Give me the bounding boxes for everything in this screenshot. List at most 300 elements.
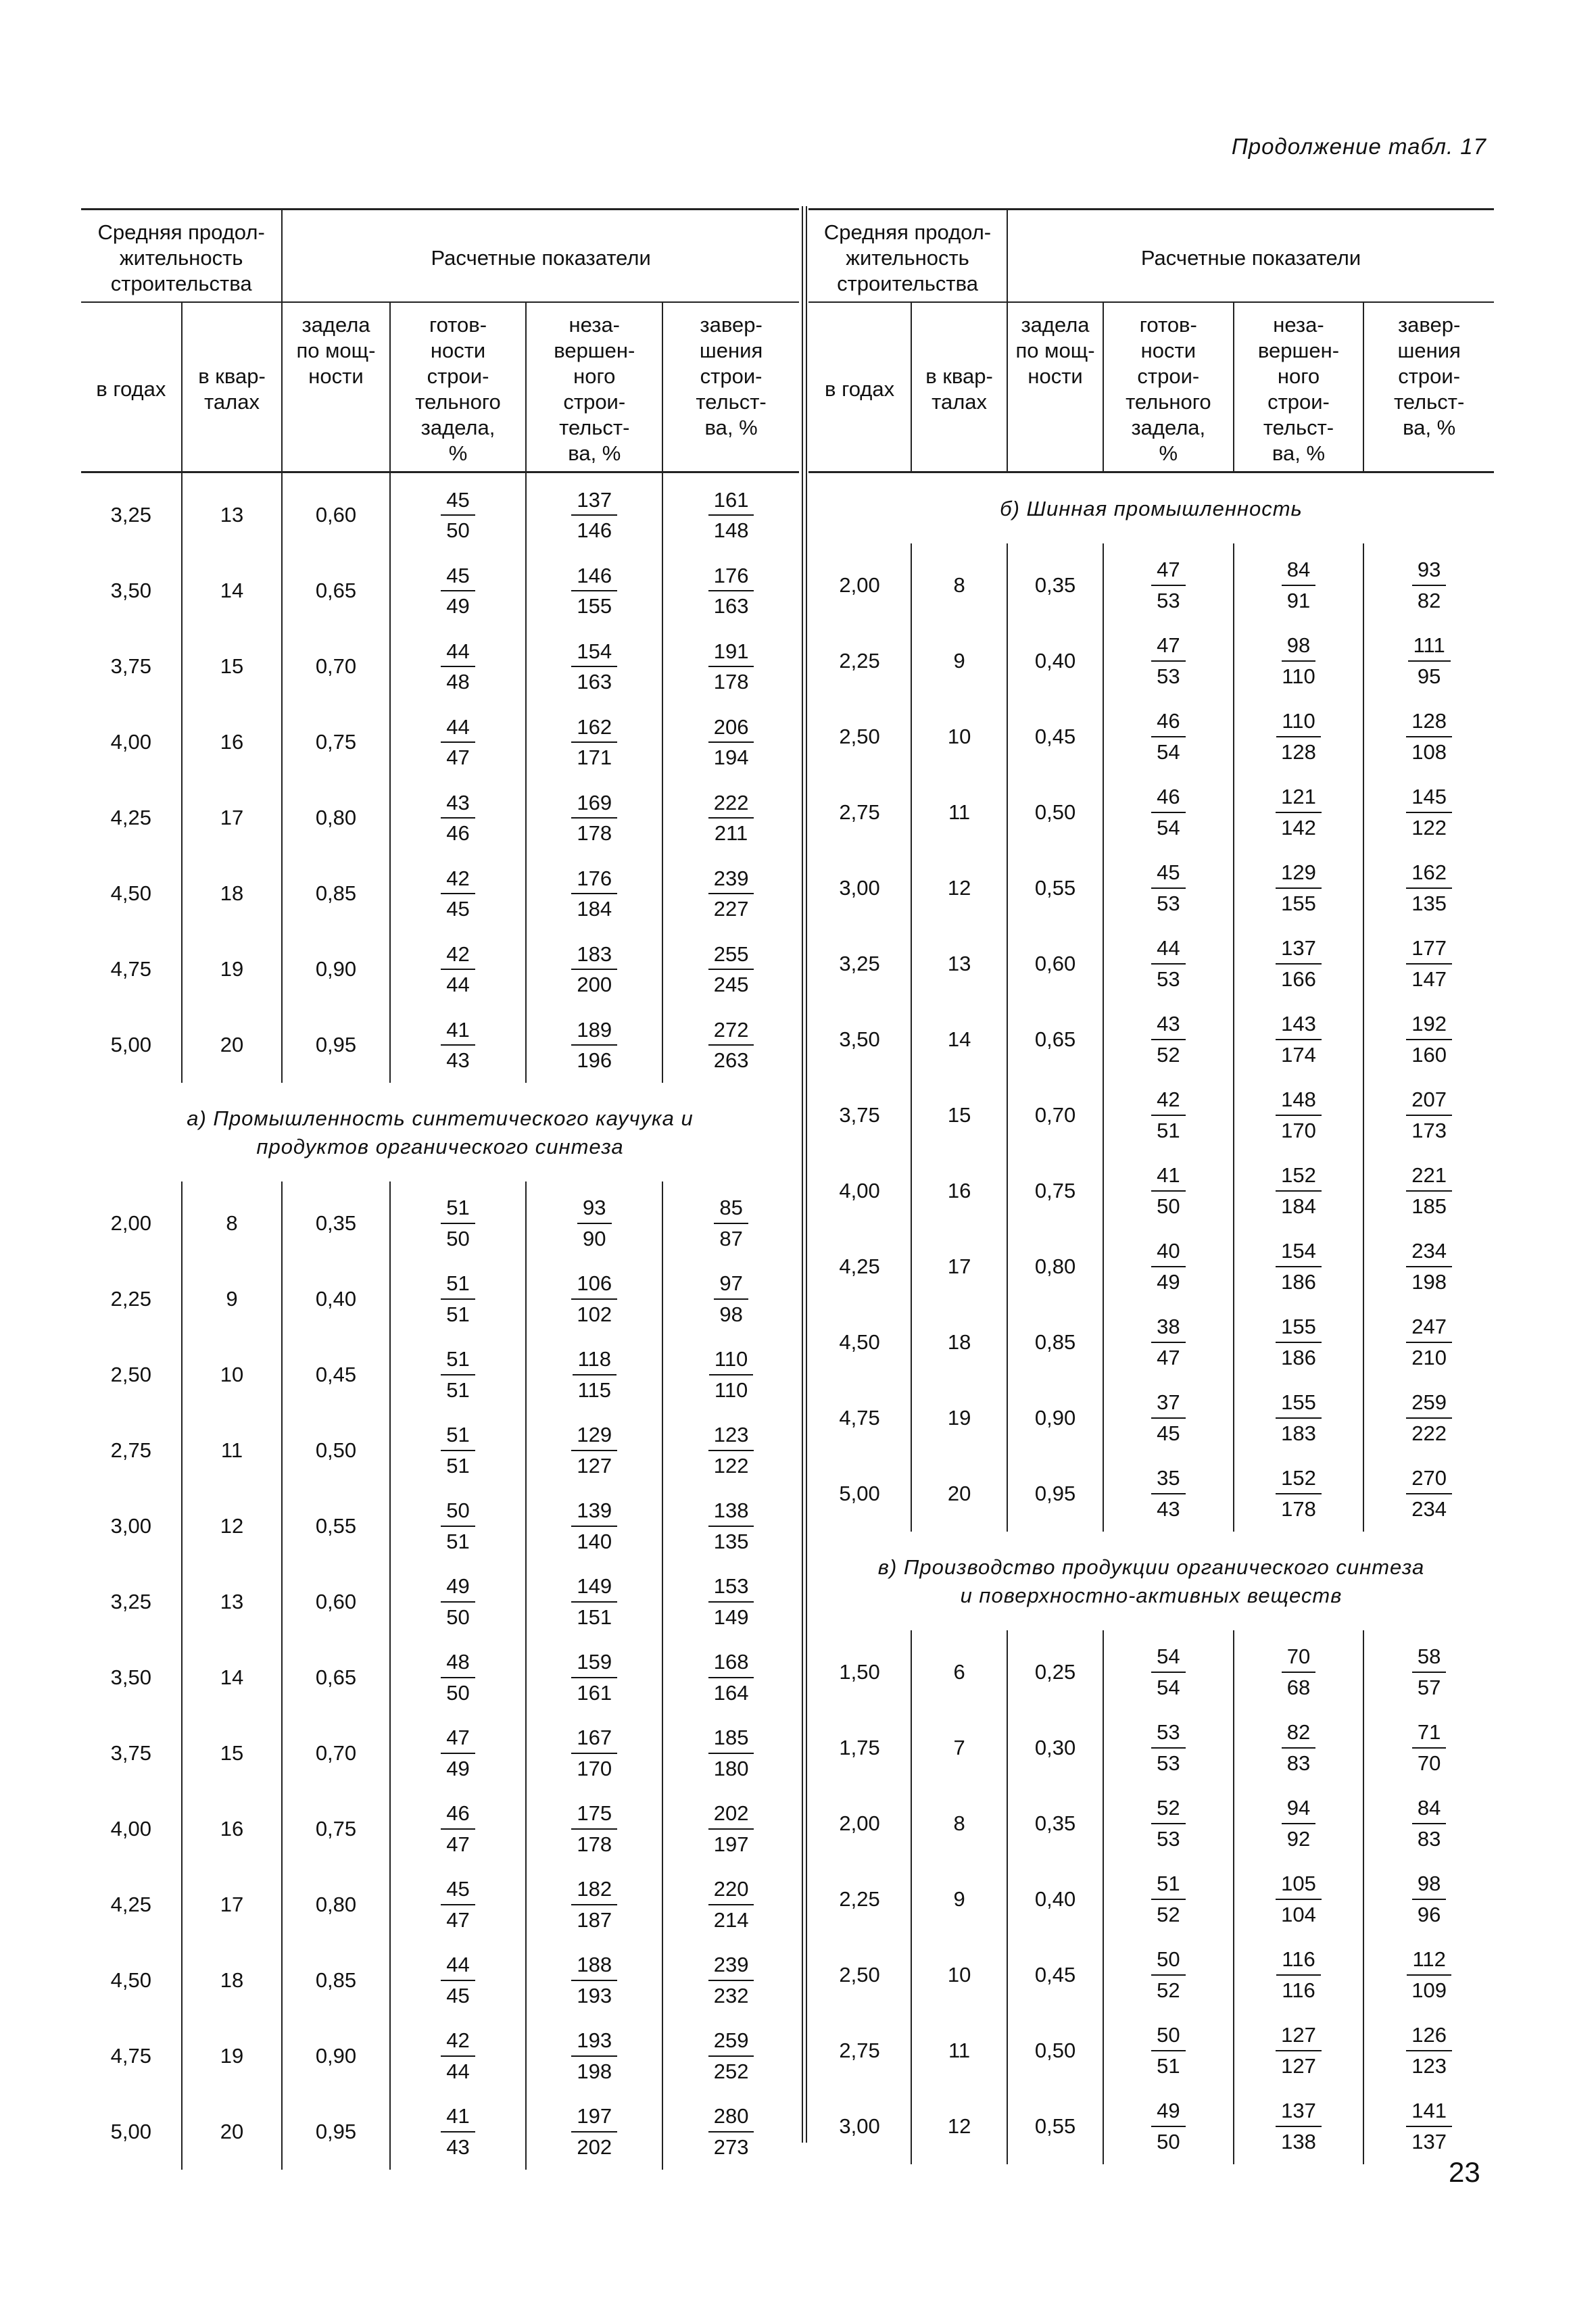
cell-completion: [662, 553, 799, 629]
cell-completion: [1363, 1937, 1494, 2013]
fraction-denominator: 123: [1411, 2053, 1447, 2078]
fraction-numerator: 84: [1412, 1795, 1446, 1824]
fraction: [714, 1271, 748, 1327]
cell-unfinished: [526, 2094, 662, 2170]
fraction: [1412, 557, 1446, 614]
table-row: [808, 1380, 1494, 1456]
fraction: [1151, 1720, 1185, 1776]
section-v-body: [808, 1630, 1494, 2164]
fraction-denominator: 50: [446, 518, 470, 543]
fraction-numerator: 239: [708, 1952, 754, 1981]
fraction: [708, 942, 754, 998]
cell-years: 5,00: [110, 1033, 151, 1057]
fraction-numerator: 51: [441, 1271, 475, 1300]
cell-readiness: [390, 1261, 527, 1337]
table-row: [808, 699, 1494, 775]
cell-backlog: 0,75: [282, 704, 389, 780]
fraction-numerator: 98: [1412, 1871, 1446, 1900]
cell-unfinished: [526, 1564, 662, 1640]
fraction-numerator: 50: [1151, 1947, 1185, 1976]
cell-unfinished: [1234, 926, 1364, 1002]
cell-readiness: [390, 931, 527, 1007]
cell-backlog: 0,45: [1007, 699, 1103, 775]
fraction: [441, 1725, 475, 1782]
table-row: [808, 1937, 1494, 2013]
fraction: [441, 1346, 475, 1403]
table-row: [81, 1181, 799, 1261]
cell-years: 4,50: [110, 881, 151, 906]
table-row: [81, 704, 799, 780]
cell-completion: [1363, 699, 1494, 775]
fraction: [708, 1498, 754, 1555]
section-title: б) Шинная промышленность: [1000, 497, 1303, 521]
fraction-numerator: 202: [708, 1801, 754, 1830]
cell-backlog: 0,45: [1007, 1937, 1103, 2013]
fraction-denominator: 50: [1157, 2129, 1180, 2153]
fraction-denominator: 54: [1157, 740, 1180, 764]
fraction-denominator: 142: [1281, 816, 1316, 840]
cell-readiness: [1103, 1861, 1234, 1937]
cell-completion: [1363, 623, 1494, 699]
header-avg-duration: Средняя продол- жительность строительства: [81, 210, 282, 303]
cell-readiness: [1103, 1786, 1234, 1861]
fraction-denominator: 49: [1157, 1270, 1180, 1294]
fraction-denominator: 164: [713, 1681, 749, 1705]
fraction-numerator: 143: [1276, 1011, 1322, 1040]
table-row: [81, 1715, 799, 1791]
fraction-denominator: 135: [1411, 892, 1447, 916]
cell-quarters: 17: [911, 1229, 1007, 1305]
cell-years: 3,75: [110, 654, 151, 679]
fraction-numerator: 41: [441, 2103, 475, 2133]
fraction-numerator: 49: [1151, 2098, 1185, 2127]
fraction: [441, 1017, 475, 1074]
cell-completion: [662, 931, 799, 1007]
fraction-numerator: 222: [708, 790, 754, 819]
fraction-denominator: 95: [1417, 664, 1441, 689]
fraction-numerator: 50: [441, 1498, 475, 1527]
fraction-denominator: 104: [1281, 1902, 1316, 1926]
fraction: [571, 1876, 617, 1933]
fraction-denominator: 161: [577, 1681, 612, 1705]
cell-quarters: 13: [182, 472, 283, 554]
cell-completion: [1363, 543, 1494, 623]
cell-unfinished: [526, 1413, 662, 1488]
fraction-numerator: 97: [714, 1271, 748, 1300]
fraction: [1151, 1238, 1185, 1295]
cell-completion: [1363, 1710, 1494, 1786]
table-row: [81, 1564, 799, 1640]
fraction-numerator: 137: [1276, 2098, 1322, 2127]
cell-readiness: [1103, 1630, 1234, 1710]
fraction-numerator: 280: [708, 2103, 754, 2133]
fraction: [708, 1876, 754, 1933]
fraction: [1276, 1390, 1322, 1446]
cell-quarters: 19: [911, 1380, 1007, 1456]
cell-backlog: 0,95: [282, 1007, 389, 1083]
fraction: [571, 2028, 617, 2085]
cell-quarters: 18: [911, 1305, 1007, 1380]
fraction-numerator: 247: [1406, 1314, 1452, 1343]
cell-unfinished: [1234, 1861, 1364, 1937]
fraction-numerator: 40: [1151, 1238, 1185, 1267]
fraction: [1151, 2098, 1185, 2155]
fraction: [1276, 2022, 1322, 2079]
cell-years: 2,00: [839, 1811, 880, 1835]
section-a: [81, 1083, 799, 1181]
fraction-numerator: 168: [708, 1649, 754, 1678]
fraction-denominator: 52: [1157, 1043, 1180, 1067]
header-in-years: в годах: [808, 302, 911, 472]
fraction-numerator: 161: [708, 487, 754, 516]
table-body: [81, 472, 799, 1083]
fraction-denominator: 163: [713, 594, 749, 618]
fraction-numerator: 98: [1282, 633, 1315, 662]
cell-years: 3,50: [839, 1027, 880, 1052]
cell-backlog: 0,70: [1007, 1077, 1103, 1153]
cell-years: 4,25: [839, 1254, 880, 1279]
cell-completion: [1363, 775, 1494, 850]
cell-unfinished: [526, 2018, 662, 2094]
cell-quarters: 17: [182, 780, 283, 856]
fraction-numerator: 259: [1406, 1390, 1452, 1419]
fraction-numerator: 54: [1151, 1644, 1185, 1673]
fraction: [1151, 1087, 1185, 1144]
table-row: [808, 926, 1494, 1002]
fraction-denominator: 54: [1157, 816, 1180, 840]
cell-quarters: 11: [911, 775, 1007, 850]
cell-readiness: [1103, 1153, 1234, 1229]
fraction-denominator: 149: [713, 1605, 749, 1629]
fraction-denominator: 48: [446, 670, 470, 694]
fraction-denominator: 53: [1157, 1826, 1180, 1851]
cell-quarters: 13: [911, 926, 1007, 1002]
fraction: [1151, 557, 1185, 614]
fraction: [441, 1498, 475, 1555]
fraction: [441, 1271, 475, 1327]
cell-completion: [1363, 1380, 1494, 1456]
fraction-denominator: 214: [713, 1908, 749, 1932]
fraction: [441, 1574, 475, 1630]
table-row: [81, 1640, 799, 1715]
cell-years: 4,00: [110, 1817, 151, 1841]
fraction-numerator: 146: [571, 563, 617, 592]
fraction-denominator: 138: [1281, 2129, 1316, 2153]
section-title: в) Производство продукции органического синтеза и поверхностно-активных веществ: [877, 1555, 1425, 1607]
fraction: [1406, 1238, 1452, 1295]
fraction-denominator: 50: [446, 1605, 470, 1629]
table-row: [81, 629, 799, 704]
cell-unfinished: [526, 1791, 662, 1867]
cell-readiness: [390, 780, 527, 856]
header-avg-duration: Средняя продол- жительность строительства: [808, 210, 1007, 303]
fraction-numerator: 206: [708, 714, 754, 744]
fraction: [1412, 1871, 1446, 1928]
fraction-numerator: 45: [441, 487, 475, 516]
fraction-numerator: 111: [1408, 633, 1451, 662]
cell-completion: [662, 1791, 799, 1867]
cell-readiness: [1103, 1937, 1234, 2013]
fraction: [1276, 1465, 1322, 1522]
cell-unfinished: [1234, 1229, 1364, 1305]
table-row: [808, 1456, 1494, 1532]
fraction: [1151, 784, 1185, 841]
fraction-numerator: 127: [1276, 2022, 1322, 2051]
cell-quarters: 17: [182, 1867, 283, 1943]
fraction: [441, 1876, 475, 1933]
cell-years: 3,00: [839, 876, 880, 900]
fraction-denominator: 148: [713, 518, 749, 543]
cell-completion: [662, 472, 799, 554]
cell-completion: [1363, 1153, 1494, 1229]
fraction-numerator: 153: [708, 1574, 754, 1603]
cell-completion: [1363, 1305, 1494, 1380]
fraction-denominator: 54: [1157, 1675, 1180, 1699]
header-backlog-capacity: задела по мощ- ности: [1007, 302, 1103, 472]
cell-quarters: 15: [911, 1077, 1007, 1153]
cell-completion: [1363, 1786, 1494, 1861]
cell-quarters: 7: [911, 1710, 1007, 1786]
cell-completion: [662, 704, 799, 780]
fraction-denominator: 186: [1281, 1270, 1316, 1294]
fraction: [1406, 1314, 1452, 1371]
cell-completion: [662, 1640, 799, 1715]
table-header: [81, 210, 799, 472]
cell-quarters: 12: [911, 850, 1007, 926]
fraction-numerator: 105: [1276, 1871, 1322, 1900]
cell-quarters: 10: [911, 699, 1007, 775]
header-calc-indicators: Расчетные показатели: [1007, 210, 1494, 303]
cell-quarters: 19: [182, 931, 283, 1007]
fraction: [1151, 1011, 1185, 1068]
cell-readiness: [1103, 775, 1234, 850]
fraction-numerator: 234: [1406, 1238, 1452, 1267]
cell-readiness: [390, 1867, 527, 1943]
cell-backlog: 0,90: [282, 2018, 389, 2094]
fraction-denominator: 87: [719, 1227, 743, 1250]
fraction-numerator: 141: [1406, 2098, 1452, 2127]
fraction-numerator: 51: [441, 1195, 475, 1224]
table-row: [808, 2013, 1494, 2089]
fraction-numerator: 58: [1412, 1644, 1446, 1673]
table-row: [81, 2094, 799, 2170]
table-row: [808, 1153, 1494, 1229]
fraction-denominator: 180: [713, 1757, 749, 1780]
cell-unfinished: [1234, 775, 1364, 850]
fraction-numerator: 70: [1282, 1644, 1315, 1673]
cell-backlog: 0,50: [1007, 775, 1103, 850]
fraction: [571, 866, 617, 923]
fraction: [708, 2103, 754, 2160]
cell-quarters: 20: [182, 1007, 283, 1083]
fraction: [708, 1017, 754, 1074]
cell-years: 1,50: [839, 1659, 880, 1684]
fraction-denominator: 178: [713, 670, 749, 694]
fraction-numerator: 50: [1151, 2022, 1185, 2051]
cell-years: 5,00: [839, 1482, 880, 1506]
fraction: [1406, 1011, 1452, 1068]
fraction-denominator: 102: [577, 1302, 612, 1326]
fraction-denominator: 53: [1157, 589, 1180, 613]
fraction: [1151, 1947, 1185, 2003]
fraction-denominator: 127: [1281, 2053, 1316, 2078]
cell-unfinished: [526, 1337, 662, 1413]
fraction-numerator: 51: [441, 1346, 475, 1375]
cell-unfinished: [1234, 1305, 1364, 1380]
header-readiness: готов- ности строи- тельного задела, %: [1103, 302, 1234, 472]
cell-readiness: [390, 1007, 527, 1083]
cell-unfinished: [1234, 2013, 1364, 2089]
fraction-denominator: 155: [577, 594, 612, 618]
cell-backlog: 0,80: [282, 780, 389, 856]
fraction: [708, 1801, 754, 1857]
cell-readiness: [1103, 699, 1234, 775]
fraction: [1406, 1163, 1452, 1219]
fraction-numerator: 129: [1276, 860, 1322, 889]
cell-backlog: 0,65: [282, 1640, 389, 1715]
fraction-denominator: 44: [446, 2060, 470, 2083]
fraction-numerator: 154: [1276, 1238, 1322, 1267]
cell-years: 3,75: [110, 1741, 151, 1765]
fraction-denominator: 200: [577, 973, 612, 997]
fraction-numerator: 45: [1151, 860, 1185, 889]
fraction-denominator: 178: [1281, 1497, 1316, 1521]
fraction-numerator: 43: [1151, 1011, 1185, 1040]
fraction: [709, 1346, 753, 1403]
fraction: [441, 1952, 475, 2009]
fraction-denominator: 53: [1157, 664, 1180, 689]
fraction: [1276, 1314, 1322, 1371]
fraction-denominator: 202: [577, 2135, 612, 2159]
fraction-denominator: 52: [1157, 1978, 1180, 2002]
fraction-denominator: 90: [583, 1227, 606, 1250]
table-row: [81, 472, 799, 554]
fraction-numerator: 41: [1151, 1163, 1185, 1192]
data-table-right: [808, 208, 1494, 2164]
fraction-denominator: 222: [1411, 1421, 1447, 1446]
fraction-numerator: 185: [708, 1725, 754, 1754]
fraction-denominator: 45: [446, 1984, 470, 2007]
fraction: [441, 1649, 475, 1706]
cell-backlog: 0,65: [1007, 1002, 1103, 1077]
fraction-denominator: 51: [446, 1302, 470, 1326]
fraction: [571, 639, 617, 696]
cell-years: 2,75: [110, 1438, 151, 1463]
fraction: [571, 714, 617, 771]
table-row: [81, 1261, 799, 1337]
cell-backlog: 0,90: [1007, 1380, 1103, 1456]
fraction-numerator: 155: [1276, 1314, 1322, 1343]
cell-readiness: [1103, 2089, 1234, 2164]
fraction-numerator: 149: [571, 1574, 617, 1603]
fraction: [1276, 1238, 1322, 1295]
cell-quarters: 10: [911, 1937, 1007, 2013]
section-v: [808, 1532, 1494, 1630]
table-row: [81, 780, 799, 856]
header-unfinished: неза- вершен- ного строи- тельст- ва, %: [1234, 302, 1364, 472]
table-row: [81, 856, 799, 931]
cell-completion: [662, 1564, 799, 1640]
cell-unfinished: [1234, 1710, 1364, 1786]
fraction-numerator: 189: [571, 1017, 617, 1046]
cell-years: 4,50: [110, 1968, 151, 1993]
cell-unfinished: [1234, 1002, 1364, 1077]
fraction-denominator: 184: [577, 897, 612, 921]
cell-completion: [1363, 2013, 1494, 2089]
cell-years: 2,25: [839, 649, 880, 673]
fraction-numerator: 123: [708, 1422, 754, 1451]
cell-readiness: [390, 2094, 527, 2170]
fraction-numerator: 138: [708, 1498, 754, 1527]
fraction-denominator: 252: [713, 2060, 749, 2083]
fraction: [708, 1422, 754, 1479]
fraction-numerator: 137: [571, 487, 617, 516]
cell-years: 2,00: [839, 573, 880, 598]
fraction-denominator: 43: [1157, 1497, 1180, 1521]
fraction-numerator: 148: [1276, 1087, 1322, 1116]
fraction-denominator: 263: [713, 1048, 749, 1073]
fraction-denominator: 198: [577, 2060, 612, 2083]
fraction-denominator: 82: [1417, 589, 1441, 613]
cell-completion: [662, 1261, 799, 1337]
cell-quarters: 11: [911, 2013, 1007, 2089]
fraction-numerator: 139: [571, 1498, 617, 1527]
fraction-denominator: 170: [1281, 1119, 1316, 1143]
fraction-denominator: 187: [577, 1908, 612, 1932]
fraction-numerator: 126: [1406, 2022, 1452, 2051]
fraction-numerator: 152: [1276, 1465, 1322, 1494]
fraction: [708, 714, 754, 771]
fraction: [1412, 1644, 1446, 1701]
cell-readiness: [390, 704, 527, 780]
fraction-numerator: 93: [577, 1195, 611, 1224]
cell-completion: [662, 1181, 799, 1261]
cell-years: 4,75: [110, 957, 151, 981]
fraction-numerator: 182: [571, 1876, 617, 1905]
fraction-denominator: 227: [713, 897, 749, 921]
cell-readiness: [1103, 850, 1234, 926]
fraction: [571, 1498, 617, 1555]
fraction: [1151, 633, 1185, 689]
cell-backlog: 0,85: [1007, 1305, 1103, 1380]
fraction-numerator: 221: [1406, 1163, 1452, 1192]
cell-quarters: 6: [911, 1630, 1007, 1710]
cell-readiness: [390, 1791, 527, 1867]
fraction-numerator: 45: [441, 563, 475, 592]
cell-backlog: 0,40: [1007, 623, 1103, 699]
cell-readiness: [1103, 1229, 1234, 1305]
fraction-denominator: 155: [1281, 892, 1316, 916]
cell-unfinished: [1234, 1937, 1364, 2013]
cell-unfinished: [1234, 1153, 1364, 1229]
table-row: [81, 1791, 799, 1867]
cell-unfinished: [526, 1943, 662, 2018]
fraction-numerator: 152: [1276, 1163, 1322, 1192]
cell-completion: [662, 1007, 799, 1083]
fraction-numerator: 191: [708, 639, 754, 668]
fraction-numerator: 207: [1406, 1087, 1452, 1116]
fraction: [441, 1801, 475, 1857]
table-row: [81, 1867, 799, 1943]
cell-completion: [1363, 926, 1494, 1002]
fraction-denominator: 127: [577, 1454, 612, 1478]
cell-quarters: 9: [911, 623, 1007, 699]
fraction-denominator: 53: [1157, 967, 1180, 992]
fraction-numerator: 270: [1406, 1465, 1452, 1494]
fraction: [1412, 1720, 1446, 1776]
fraction-numerator: 93: [1412, 557, 1446, 586]
cell-readiness: [1103, 1456, 1234, 1532]
